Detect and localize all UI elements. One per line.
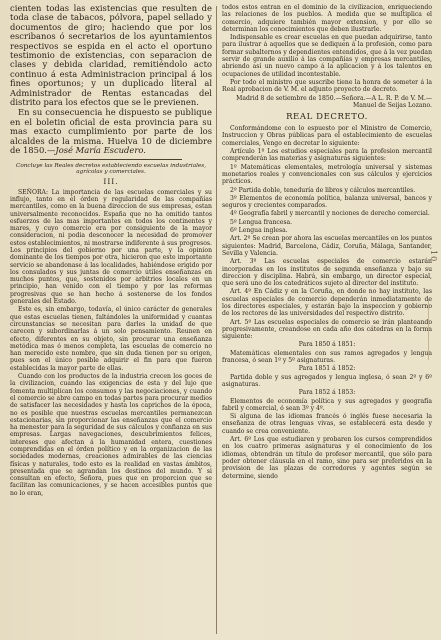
opening-paragraph: cienten todas las existencias que resulten de toda clase de tabacos, pólvora, papel sellado y documentos de giro; haciendo que por los escribanos ó secretarios de los ayuntamientos respectivos se espida en el acto el oportuno testimonio de existencias, con separacion de clases y debida claridad, remitiéndolo acto continuo á esta Administracion principal á los fines oportunos; y un duplicado literal al Administrador de Rentas estancadas del distrito para los efectos que se le previenen.	[10, 4, 212, 108]
year-heading-1: Para 1850 á 1851:	[298, 341, 356, 349]
article-5: Art. 5º Las escuelas especiales de comercio se irán planteando progresivamente, creandose en cada año dos cátedras en la forma siguiente:	[222, 318, 432, 341]
subject-item-6: 6º Lengua inglesa.	[230, 227, 288, 235]
section-caption: Concluye las Reales decretos estableciendo escuelas industriales, agrícolas y comerciales.	[15, 162, 207, 176]
article-4: Art. 4º En Cádiz y en la Coruña, en donde no hay instituto, las escuelas especiales de comercio dependerán inmediatamente de los directores especiales, y estarán bajo la inspeccion y gobierno de los rectores de las universidades del respectivo distrito.	[222, 288, 432, 318]
column-divider	[216, 6, 217, 634]
provincial-order-paragraph	[10, 108, 212, 155]
subject-item-2: 2º Partida doble, teneduría de libros y cálculos mercantiles.	[230, 186, 416, 194]
year-heading-2: Para 1851 á 1852:	[298, 365, 356, 373]
subject-item-4: 4º Geografía fabril y mercantil y nociones de derecho comercial.	[230, 210, 430, 218]
subject-item-1: 1º Matemáticas elementales, metrología universal y sistemas monetarios reales y convencionales con sus cálculos y ejercicios prácticos.	[222, 163, 432, 186]
exposition-paragraph-1: SEÑORA: La importancia de las escuelas comerciales y su influjo, tanto en el órden y regularidad de las compañías mercantiles, como en la buena direccion de sus empresas, estan universalmente reconocidos. España que no ha omitido tantos esfuerzos de las mas importantes en todos los continentes y mares, y cuyo comercio era por consiguiente de la mayor consideracion, ni podia desconocer la necesidad de promover estos establecimientos, ni mostrarse indiferente á sus progresos. Los principios del gobierno por una parte, y la opinion dominante de los tiempos por otra, hicieron que este importante servicio se abandonase á las localidades, habiéndose erigido por los consulados y sus juntas de comercio útiles enseñanzas en muchos puntos, que, sostenidos por arbitrios locales en un principio, han venido con el tiempo y por las reformas progresivas que se han hecho á sostenerse de los fondos generales del Estado.	[10, 188, 212, 306]
article-2: Art. 2º Se crean por ahora las escuelas mercantiles en los puntos siguientes: Madrid, Barcelona, Cádiz, Coruña, Málaga, Santander, Sevilla y Valencia.	[222, 235, 432, 257]
date-signature-line: Madrid 8 de setiembre de 1850.—Señora.—A L. R. P. de V. M.—Manuel de Seijas Lozano.	[236, 94, 432, 109]
exposition-paragraph-2: Este es, sin embargo, todavía, el único carácter de generales que estas escuelas tienen, faltándoles la uniformidad y cuantas circunstancias se necesitan para darles la unidad de que carecen y subordinarlas á un solo pensamiento. Reunen en efecto, diferentes en su objeto, sin procurar una enseñanza metódica mas ó menos completa, las escuelas de comercio no han merecido este nombre, que sin duda tienen por su origen, pues son el único posible adquirir el fin para que fueron establecidas la mayor parte de ellas.	[10, 306, 212, 372]
subject-item-5: 5º Lengua francesa.	[230, 218, 293, 226]
languages-paragraph: Si alguna de las idiomas francés ó inglés fuese necesaria la enseñanza de otras lenguas vivas, se establecerá esta desde y cuando se crea conveniente.	[222, 413, 432, 435]
article-6: Art. 6º Los que estudiaren y probaren los cursos comprendidos en los cuatro primeras asignaturas y el conocimiento de los idiomas, obtendrán un título de profesor mercantil, que sólo para poder obtener cláusula en el ramo, sino para ser preferidos en la provision de las plazas de corredores y agentes según se determine, siendo	[222, 436, 432, 480]
right-column	[222, 4, 432, 636]
section-number: III.	[103, 177, 119, 187]
schools-paragraph: Indispensable es crear escuelas en que puedan adquirirse, tanto para ilustrar á aquellos que se dediquen á la profesion, como para formar subalternos y dependientes entendidos, que á la vez puedan servir de grande auxilio á las compañías y empresas mercantiles, abriendo así un nuevo campo á la aplicacion y á los talentos en ocupaciones de utilidad incontestable.	[222, 34, 432, 78]
decree-preamble: Conformándome con lo espuesto por el Ministro de Comercio, Instruccion y Obras públicas para el establecimiento de escuelas comerciales, Vengo en decretar lo siguiente:	[222, 125, 432, 147]
provincial-order-text: En su consecuencia he dispuesto se publique en el boletin oficial de esta provincia para su mas exacto cumplimiento por parte de los alcaldes de la misma. Huelva 10 de diciembre de 1850.—	[10, 107, 212, 156]
subject-item-3: 3º Elementos de economía política, balanza universal, bancos y seguros y crecientes comparados.	[222, 194, 432, 210]
decree-heading: REAL DECRETO.	[286, 112, 368, 123]
submission-paragraph: Por todo el ministro que suscribe tiene la honra de someter á la Real aprobacion de V. M. el adjunto proyecto de decreto.	[222, 78, 432, 94]
signature: José María Escudero.	[55, 145, 146, 156]
year-subjects-1: Matemáticas elementales con sus ramos agregados y lengua francesa, ó sean 1º y 5º asignaturas.	[222, 349, 432, 365]
article-1: Artículo 1º Los estudios especiales para la profesion mercantil comprenderán las materias y asignaturas siguientes:	[222, 148, 432, 163]
left-column	[10, 4, 212, 636]
year-subjects-3: Elementos de economía política y sus agregados y geografía fabril y comercial, ó sean 3º y 4º.	[222, 397, 432, 412]
page-number: 10	[429, 250, 438, 263]
article-3: Art. 3º Las escuelas especiales de comercio estarán incorporadas en los institutos de segunda enseñanza y bajo su direccion y disciplina. Habrá, sin embargo, un director especial, que será uno de los catedráticos sujeto al director del instituto.	[222, 258, 432, 288]
section-rule	[40, 159, 182, 160]
continuation-paragraph: todos estos entran en el dominio de la civilizacion, enriqueciendo las relaciones de los pueblos. A medida que se multiplica el comercio, adquiere también mayor extension, y por ello se determinan los conocimientos que deben ilustrarle.	[222, 4, 432, 33]
year-heading-3: Para 1852 á 1853:	[298, 389, 356, 397]
binding-edge	[428, 300, 439, 360]
year-subjects-2: Partida doble y sus agregados y lengua inglesa, ó sean 2º y 6º asignaturas.	[222, 373, 432, 388]
exposition-paragraph-3: Cuando con los productos de la industria crecen los goces de la civilizacion, cuando las exigencias de esta y del lujo que fomenta multiplican los consumos y las negociaciones, y cuando el comercio se abre campo en todas partes para procurar medios de satisfacer las necesidades y hasta los caprichos de la época, no es posible que nuestras escuelas mercantiles permanezcan estacionarias, sin proporcionar las enseñanzas que el comercio ha menester para la seguridad de sus cálculos y confianza en sus empresas. Largas navegaciones, descubrimientos felices, intereses que afectan á la humanidad entera, cuestiones comprendidas en el órden político y en la organizacion de las sociedades modernas, creaciones admirables de las ciencias físicas y naturales, todo esto es la realidad en vastas ámbitos, presentada que se agrandan los destinos del mundo. Y si consultan en efecto, Señora, pues que en proporcion que se facilitan las comunicaciones, y se hacen accesibles puntos que no lo eran,	[10, 373, 212, 497]
